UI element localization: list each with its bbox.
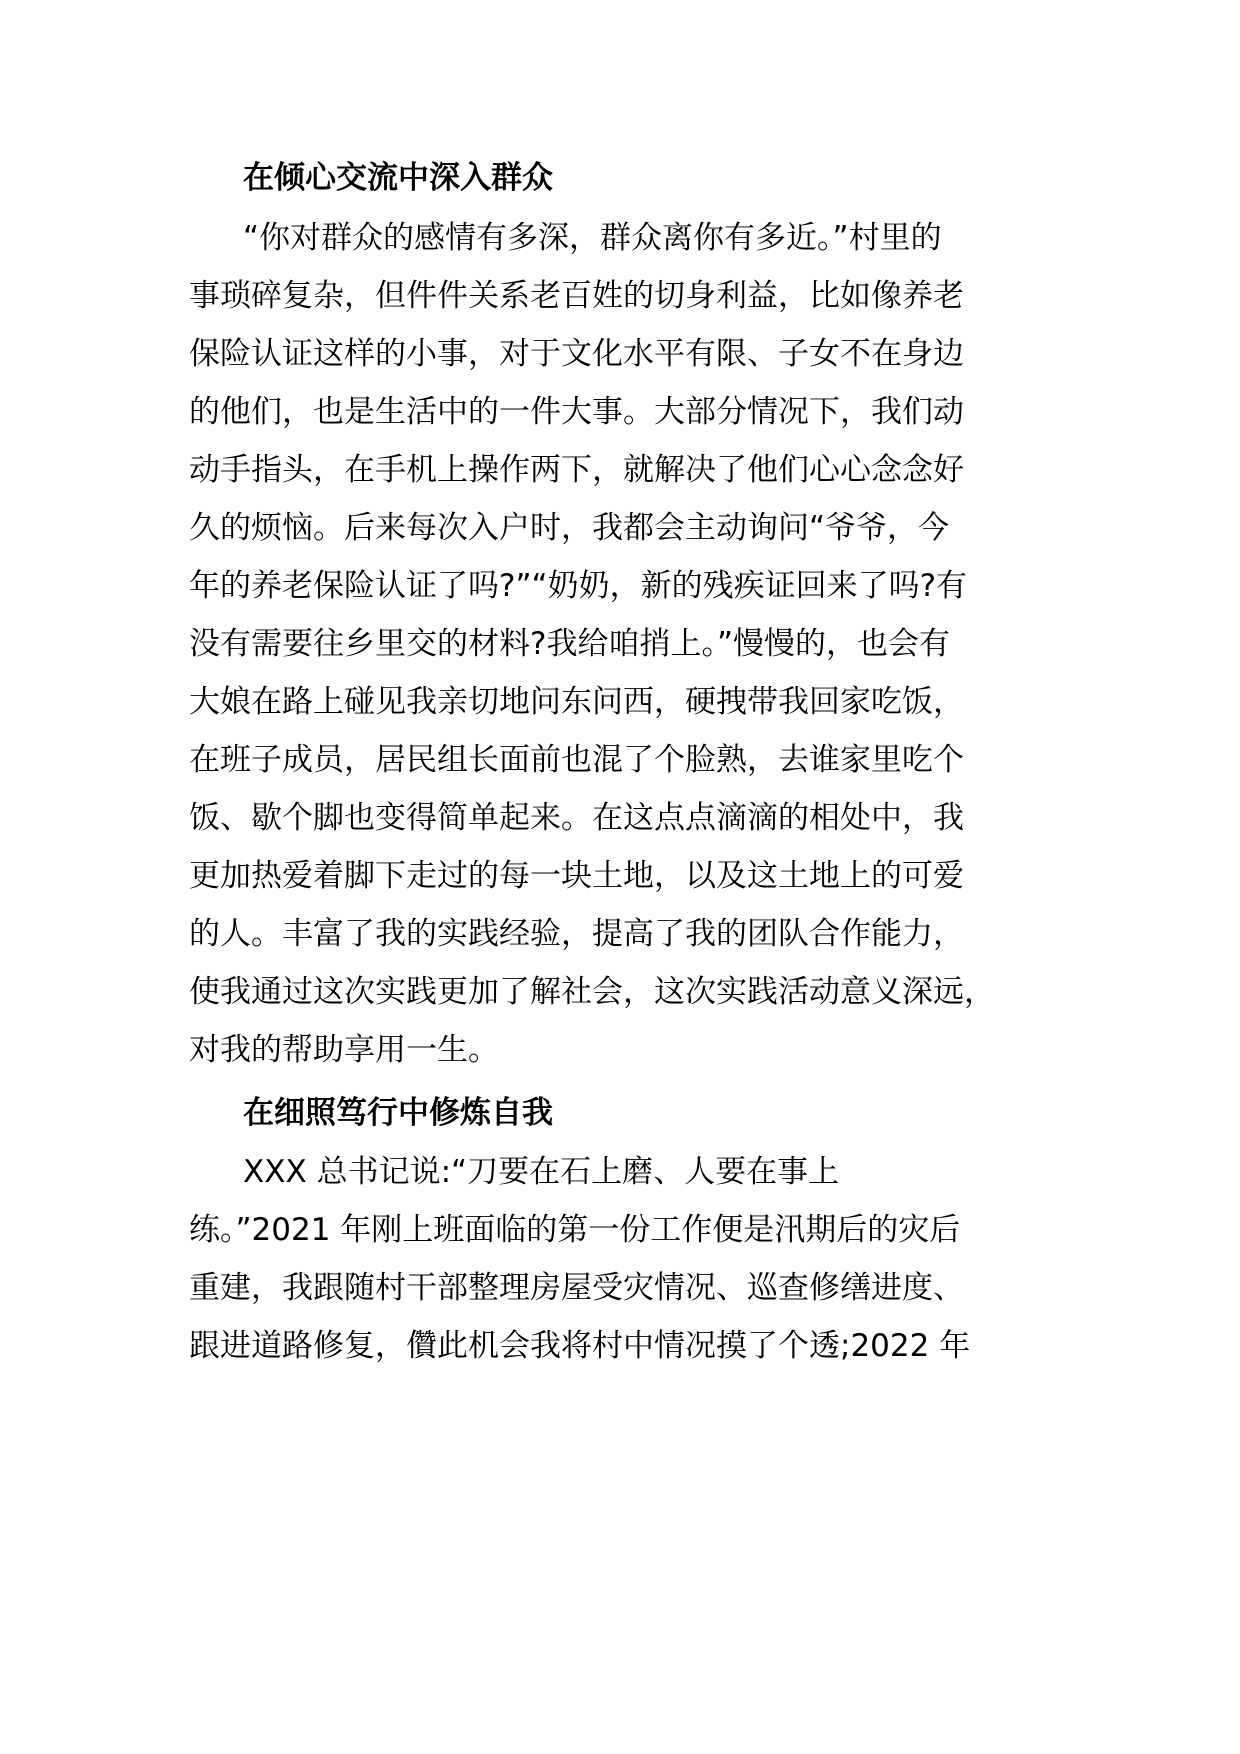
paragraph-line: 练。”2021 年刚上班面临的第一份工作便是汛期后的灾后 xyxy=(189,1212,961,1248)
paragraph-line: 饭、歇个脚也变得简单起来。在这点点滴滴的相处中，我 xyxy=(189,800,964,836)
paragraph-line: 动手指头，在手机上操作两下，就解决了他们心心念念好 xyxy=(189,452,964,488)
paragraph-line: XXX 总书记说:“刀要在石上磨、人要在事上 xyxy=(243,1154,840,1190)
paragraph-line: 保险认证这样的小事，对于文化水平有限、子女不在身边 xyxy=(189,336,964,372)
section-heading: 在倾心交流中深入群众 xyxy=(243,160,553,196)
section-heading: 在细照笃行中修炼自我 xyxy=(243,1095,553,1131)
paragraph-line: “你对群众的感情有多深，群众离你有多近。”村里的 xyxy=(243,220,942,256)
paragraph-line: 没有需要往乡里交的材料?我给咱捎上。”慢慢的，也会有 xyxy=(189,626,951,662)
paragraph-line: 跟进道路修复，儹此机会我将村中情况摸了个透;2022 年 xyxy=(189,1328,971,1364)
paragraph-line: 年的养老保险认证了吗?”“奶奶，新的残疾证回来了吗?有 xyxy=(189,568,968,604)
paragraph-line: 的他们，也是生活中的一件大事。大部分情况下，我们动 xyxy=(189,394,964,430)
paragraph-line: 事琐碎复杂，但件件关系老百姓的切身利益，比如像养老 xyxy=(189,278,964,314)
paragraph-line: 大娘在路上碰见我亲切地问东问西，硬拽带我回家吃饭， xyxy=(189,684,964,720)
paragraph-line: 重建，我跟随村干部整理房屋受灾情况、巡查修缮进度、 xyxy=(189,1270,964,1306)
paragraph-line: 的人。丰富了我的实践经验，提高了我的团队合作能力， xyxy=(189,916,964,952)
paragraph-line: 久的烦恼。后来每次入户时，我都会主动询问“爷爷，今 xyxy=(189,510,950,546)
paragraph-line: 更加热爱着脚下走过的每一块土地，以及这土地上的可爱 xyxy=(189,858,964,894)
paragraph-line: 使我通过这次实践更加了解社会，这次实践活动意义深远， xyxy=(189,974,995,1010)
paragraph-line: 对我的帮助享用一生。 xyxy=(189,1032,499,1068)
paragraph-line: 在班子成员，居民组长面前也混了个脸熟，去谁家里吃个 xyxy=(189,742,964,778)
